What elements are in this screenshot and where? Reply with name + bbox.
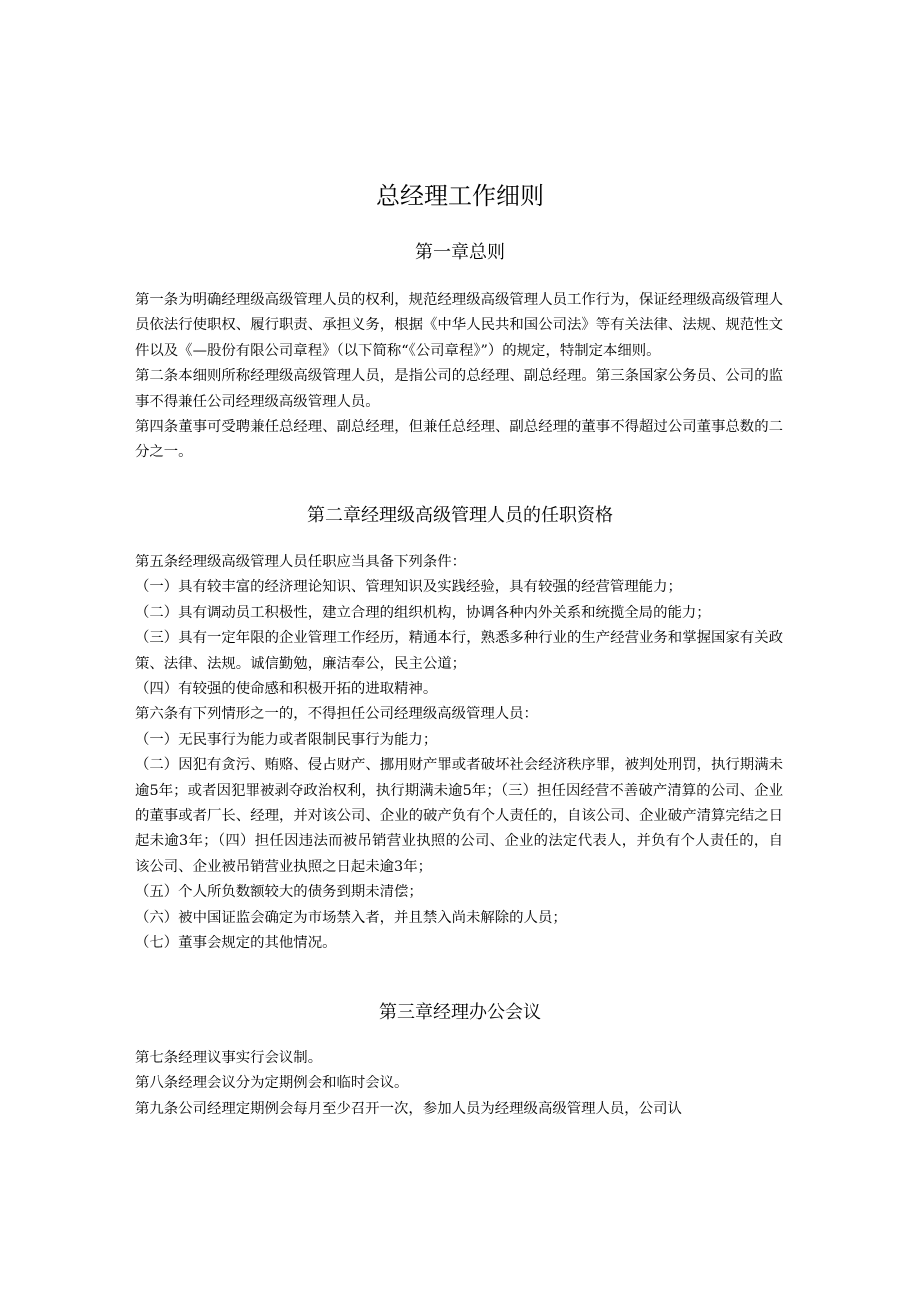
article-5-item-1: （一）具有较丰富的经济理论知识、管理知识及实践经验，具有较强的经营管理能力； [135,579,682,596]
article-6-item-5: （五）个人所负数额较大的债务到期未清偿； [135,884,423,901]
article-6-item-6: （六）被中国证监会确定为市场禁入者，并且禁入尚未解除的人员； [135,909,567,926]
chapter-3-body [135,1046,783,1122]
article-6-item-7: （七）董事会规定的其他情况。 [135,935,337,952]
article-5: 第五条经理级高级管理人员任职应当具备下列条件： [135,554,466,570]
chapter-1-body [135,288,783,466]
article-5-item-4: （四）有较强的使命感和积极开拓的进取精神。 [135,681,438,698]
article-6: 第六条有下列情形之一的，不得担任公司经理级高级管理人员： [135,706,538,723]
article-5-item-3: （三）具有一定年限的企业管理工作经历，精通本行，熟悉多种行业的生产经营业务和掌握国家有关政策、法律、法规。诚信勤勉，廉洁奉公，民主公道； [135,630,783,672]
chapter-3-heading: 第三章经理办公会议 [379,1002,541,1023]
document-title: 总经理工作细则 [376,182,544,210]
article-1: 第一条为明确经理级高级管理人员的权利，规范经理级高级管理人员工作行为，保证经理级高级管理人员依法行使职权、履行职责、承担义务，根据《中华人民共和国公司法》等有关法律、法规、规范性文件以及《—股份有限公司章程》（以下简称“《公司章程》”）的规定，特制定本细则。 [135,292,783,359]
chapter-2-heading: 第二章经理级高级管理人员的任职资格 [307,505,613,526]
article-6-item-2-4: （二）因犯有贪污、贿赂、侵占财产、挪用财产罪或者破坏社会经济秩序罪，被判处刑罚，执行期满未逾5年；或者因犯罪被剥夺政治权利，执行期满未逾5年；（三）担任因经营不善破产清算的公司、企业的董事或者厂长、经理，并对该公司、企业的破产负有个人责任的，自该公司、企业破产清算完结之日起未逾3年；（四）担任因违法而被吊销营业执照的公司、企业的法定代表人，并负有个人责任的，自该公司、企业被吊销营业执照之日起未逾3年； [135,757,783,875]
article-8: 第八条经理会议分为定期例会和临时会议。 [135,1075,409,1092]
article-9: 第九条公司经理定期例会每月至少召开一次，参加人员为经理级高级管理人员，公司认 [135,1100,682,1117]
article-5-item-2: （二）具有调动员工积极性，建立合理的组织机构，协调各种内外关系和统揽全局的能力； [135,604,711,621]
article-6-item-1: （一）无民事行为能力或者限制民事行为能力； [135,731,438,748]
chapter-2-body [135,550,783,957]
article-7: 第七条经理议事实行会议制。 [135,1050,323,1066]
article-4: 第四条董事可受聘兼任总经理、副总经理，但兼任总经理、副总经理的董事不得超过公司董事总数的二分之一。 [135,419,783,461]
chapter-1-heading: 第一章总则 [415,242,505,263]
article-2-3: 第二条本细则所称经理级高级管理人员，是指公司的总经理、副总经理。第三条国家公务员、公司的监事不得兼任公司经理级高级管理人员。 [135,368,783,410]
